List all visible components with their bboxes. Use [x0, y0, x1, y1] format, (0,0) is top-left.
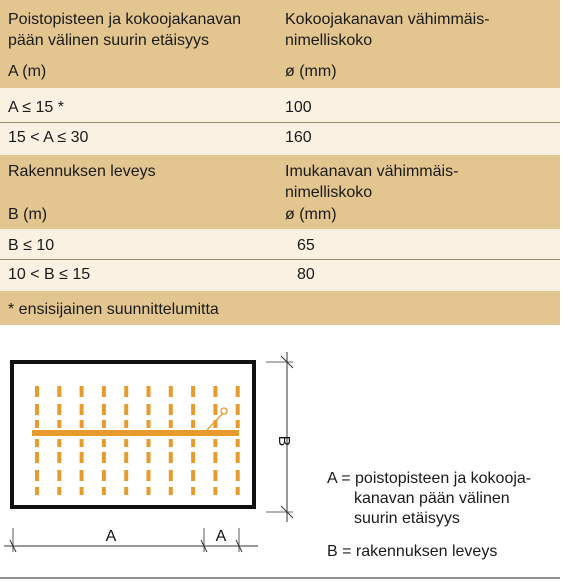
- size-cell: 65: [297, 237, 315, 254]
- branch-duct-segment: [102, 470, 106, 481]
- dimension-a-short-label: A: [215, 528, 227, 545]
- branch-duct-segment: [102, 452, 106, 463]
- branch-duct-segment: [57, 386, 61, 397]
- unit-b: B (m): [8, 206, 48, 223]
- branch-duct-segment: [80, 470, 84, 481]
- branch-duct-segment: [147, 439, 151, 447]
- branch-duct-segment: [102, 420, 106, 428]
- collector-duct: [32, 430, 239, 436]
- range-cell: 10 < B ≤ 15: [8, 266, 91, 283]
- branch-duct-segment: [35, 439, 39, 447]
- branch-duct-segment: [236, 386, 240, 397]
- branch-duct-segment: [169, 386, 173, 397]
- branch-duct-segment: [191, 470, 195, 481]
- branch-duct-segment: [236, 439, 240, 447]
- branch-duct-segment: [102, 439, 106, 447]
- header-text-line: nimelliskoko: [285, 184, 373, 201]
- legend-a-line: suurin etäisyys: [354, 510, 460, 527]
- dimension-b-label: B: [275, 435, 292, 447]
- header-text-line: Kokoojakanavan vähimmäis-: [285, 11, 490, 28]
- branch-duct-segment: [102, 487, 106, 495]
- header-text-line: nimelliskoko: [285, 32, 373, 49]
- branch-duct-segment: [147, 404, 151, 415]
- branch-duct-segment: [213, 386, 217, 397]
- branch-duct-segment: [147, 487, 151, 495]
- header-text-line: Imukanavan vähimmäis-: [285, 163, 459, 180]
- branch-duct-segment: [147, 386, 151, 397]
- header-text-line: pään välinen suurin etäisyys: [8, 32, 210, 49]
- branch-duct-segment: [124, 386, 128, 397]
- branch-duct-segment: [236, 487, 240, 495]
- branch-duct-segment: [80, 487, 84, 495]
- branch-duct-segment: [124, 470, 128, 481]
- branch-duct-segment: [191, 439, 195, 447]
- branch-duct-segment: [169, 452, 173, 463]
- unit-a: A (m): [8, 63, 47, 80]
- branch-duct-segment: [213, 452, 217, 463]
- branch-duct-segment: [124, 487, 128, 495]
- branch-duct-segment: [191, 404, 195, 415]
- branch-duct-segment: [80, 404, 84, 415]
- range-cell: 15 < A ≤ 30: [8, 129, 89, 146]
- branch-duct-segment: [169, 487, 173, 495]
- unit-diameter: ø (mm): [285, 63, 337, 80]
- branch-duct-segment: [169, 470, 173, 481]
- dimension-a-label: A: [105, 528, 117, 545]
- footnote: * ensisijainen suunnittelumitta: [8, 301, 219, 318]
- branch-duct-segment: [80, 386, 84, 397]
- branch-duct-segment: [35, 487, 39, 495]
- branch-duct-segment: [147, 452, 151, 463]
- size-cell: 100: [285, 99, 312, 116]
- legend-b: B = rakennuksen leveys: [327, 543, 498, 560]
- branch-duct-segment: [169, 404, 173, 415]
- branch-duct-segment: [147, 420, 151, 428]
- range-cell: A ≤ 15 *: [8, 99, 64, 116]
- branch-duct-segment: [191, 487, 195, 495]
- unit-diameter: ø (mm): [285, 206, 337, 223]
- branch-duct-segment: [213, 470, 217, 481]
- branch-duct-segment: [35, 404, 39, 415]
- branch-duct-segment: [35, 386, 39, 397]
- branch-duct-segment: [124, 404, 128, 415]
- branch-duct-segment: [80, 439, 84, 447]
- branch-duct-segment: [57, 420, 61, 428]
- branch-duct-segment: [169, 420, 173, 428]
- branch-duct-segment: [213, 487, 217, 495]
- size-cell: 80: [297, 266, 315, 283]
- legend-a-line: A = poistopisteen ja kokooja-: [327, 470, 532, 487]
- branch-duct-segment: [191, 452, 195, 463]
- branch-duct-segment: [236, 420, 240, 428]
- legend-a: [327, 469, 531, 529]
- branch-duct-segment: [147, 470, 151, 481]
- branch-duct-segment: [80, 420, 84, 428]
- branch-duct-segment: [124, 452, 128, 463]
- branch-duct-segment: [213, 404, 217, 415]
- branch-duct-segment: [169, 439, 173, 447]
- branch-duct-segment: [57, 404, 61, 415]
- branch-duct-segment: [35, 470, 39, 481]
- branch-duct-segment: [124, 439, 128, 447]
- branch-ducts: [35, 386, 240, 495]
- branch-duct-segment: [191, 420, 195, 428]
- branch-duct-segment: [236, 470, 240, 481]
- branch-duct-segment: [35, 420, 39, 428]
- branch-duct-segment: [213, 439, 217, 447]
- header-text-line: Poistopisteen ja kokoojakanavan: [8, 11, 242, 28]
- branch-duct-segment: [102, 404, 106, 415]
- branch-duct-segment: [236, 404, 240, 415]
- legend-a-line: kanavan pään välinen: [354, 490, 510, 507]
- header-building-width: Rakennuksen leveys: [8, 163, 156, 180]
- exhaust-point-icon: [221, 408, 227, 414]
- branch-duct-segment: [57, 439, 61, 447]
- branch-duct-segment: [80, 452, 84, 463]
- branch-duct-segment: [102, 386, 106, 397]
- branch-duct-segment: [191, 386, 195, 397]
- branch-duct-segment: [57, 452, 61, 463]
- branch-duct-segment: [35, 452, 39, 463]
- branch-duct-segment: [236, 452, 240, 463]
- branch-duct-segment: [124, 420, 128, 428]
- range-cell: B ≤ 10: [8, 237, 55, 254]
- size-cell: 160: [285, 129, 312, 146]
- branch-duct-segment: [57, 487, 61, 495]
- branch-duct-segment: [57, 470, 61, 481]
